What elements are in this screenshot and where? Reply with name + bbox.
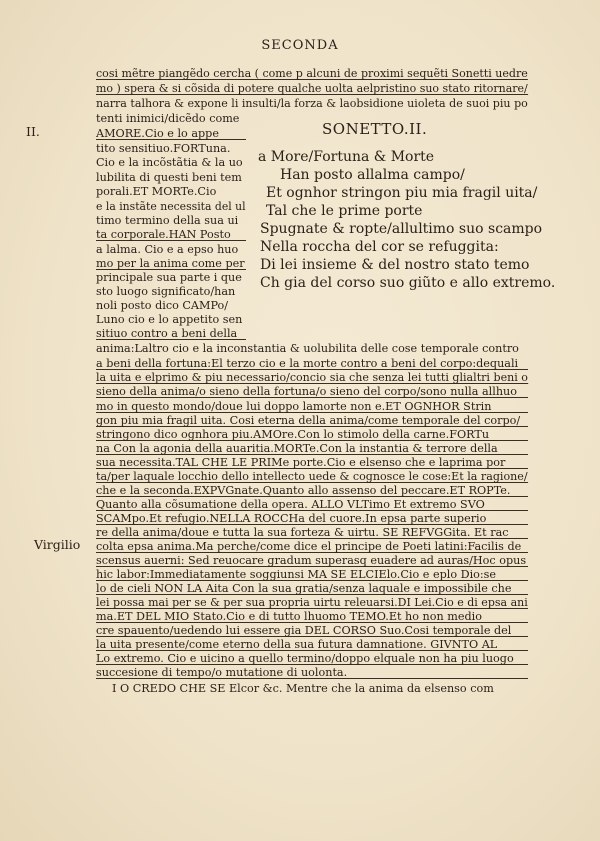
sonnet-title: SONETTO.II.: [322, 120, 428, 138]
commentary-line: ma.ET DEL MIO Stato.Cio e di tutto lhuomo TEMO.Et ho non medio: [96, 611, 528, 623]
commentary-line: na Con la agonia della auaritia.MORTe.Con la instantia & terrore della: [96, 443, 528, 455]
sonnet-line: Ch gia del corso suo giũto e allo extremo.: [260, 275, 556, 291]
commentary-line: lei possa mai per se & per sua propria uirtu releuarsi.DI Lei.Cio e di epsa ani: [96, 596, 528, 609]
intro-line: narra talhora & expone li insulti/la forza & laobsidione uioleta de suoi piu po: [96, 97, 528, 110]
sonnet-line: Spugnate & ropte/allultimo suo scampo: [260, 221, 543, 237]
commentary-left-line: sto luogo significato/han: [96, 285, 236, 298]
sonnet-line: a More/Fortuna & Morte: [258, 149, 435, 165]
commentary-line: scensus auerni: Sed reuocare gradum superasq euadere ad auras/Hoc opus: [96, 554, 527, 567]
commentary-left-line: a lalma. Cio e a epso huo: [96, 243, 239, 256]
sonnet-line: Et ognhor stringon piu mia fragil uita/: [266, 185, 538, 201]
sonnet-line: Han posto allalma campo/: [280, 167, 465, 183]
commentary-line: stringono dico ognhora piu.AMOre.Con lo stimolo della carne.FORTu: [96, 429, 528, 441]
commentary-left-line: e la instãte necessita del ul: [96, 200, 246, 213]
commentary-line: Lo extremo. Cio e uicino a quello termino/doppo elquale non ha piu luogo: [96, 653, 528, 665]
commentary-line: succesione di tempo/o mutatione di uolonta.: [96, 667, 528, 679]
commentary-line: anima:Laltro cio e la inconstantia & uolubilita delle cose temporale contro: [96, 342, 519, 355]
intro-line: mo ) spera & si cõsida di potere qualche uolta aelpristino suo stato ritornare/: [96, 82, 528, 95]
page-header: SECONDA: [261, 38, 339, 53]
commentary-left-line: porali.ET MORTe.Cio: [96, 185, 217, 198]
commentary-left-line: noli posto dico CAMPo/: [96, 299, 229, 312]
sonnet-line: Nella roccha del cor se refuggita:: [260, 239, 499, 255]
commentary-line: SCAMpo.Et refugio.NELLA ROCCHa del cuore.In epsa parte superio: [96, 513, 528, 525]
sonnet-line: Tal che le prime porte: [266, 203, 423, 219]
intro-line: tenti inimici/dicẽdo come: [96, 112, 240, 125]
commentary-left-line: ta corporale.HAN Posto: [96, 229, 246, 241]
commentary-line: re della anima/doue e tutta la sua forteza & uirtu. SE REFVGGita. Et rac: [96, 527, 528, 539]
sonnet-line: Di lei insieme & del nostro stato temo: [260, 257, 530, 273]
commentary-line: cre spauento/uedendo lui essere gia DEL CORSO Suo.Cosi temporale del: [96, 625, 528, 637]
commentary-left-line: mo per la anima come per: [96, 257, 245, 270]
commentary-line: la uita presente/come eterno della sua futura damnatione. GIVNTO AL: [96, 639, 528, 651]
footer-line: I O CREDO CHE SE Elcor &c. Mentre che la anima da elsenso com: [112, 682, 494, 695]
commentary-line: che e la seconda.EXPVGnate.Quanto allo assenso del peccare.ET ROPTe.: [96, 485, 528, 497]
commentary-line: hic labor:Immediatamente soggiunsi MA SE ELCIElo.Cio e eplo Dio:se: [96, 569, 528, 581]
commentary-left-line: lubilita di questi beni tem: [96, 171, 242, 184]
commentary-left-line: Cio e la incõstãtia & la uo: [96, 156, 243, 169]
virgil-margin-note: Virgilio: [34, 537, 81, 552]
commentary-left-line: Luno cio e lo appetito sen: [96, 313, 243, 326]
sonnet-number-margin-note: II.: [26, 124, 40, 139]
commentary-left-line: tito sensitiuo.FORTuna.: [96, 142, 231, 155]
commentary-line: gon piu mia fragil uita. Cosi eterna della anima/come temporale del corpo/: [96, 415, 528, 427]
commentary-line: lo de cieli NON LA Aita Con la sua gratia/senza laquale e impossibile che: [96, 583, 528, 595]
commentary-line: la uita e elprimo & piu necessario/concio sia che senza lei tutti glialtri beni o: [96, 371, 528, 384]
intro-line: cosi mẽtre piangẽdo cercha ( come p alcuni de proximi sequẽti Sonetti uedre: [96, 67, 528, 80]
commentary-left-line: principale sua parte i que: [96, 271, 242, 284]
commentary-left-line: sitiuo contro a beni della: [96, 328, 246, 340]
commentary-line: sieno della anima/o sieno della fortuna/o sieno del corpo/sono nulla allhuo: [96, 386, 528, 398]
commentary-line: Quanto alla cõsumatione della opera. ALLO VLTimo Et extremo SVO: [96, 499, 528, 511]
commentary-line: sua necessita.TAL CHE LE PRIMe porte.Cio e elsenso che e laprima por: [96, 457, 528, 469]
commentary-left-line: timo termino della sua ui: [96, 214, 239, 227]
commentary-line: colta epsa anima.Ma perche/come dice el principe de Poeti latini:Facilis de: [96, 541, 528, 553]
commentary-line: a beni della fortuna:El terzo cio e la morte contro a beni del corpo:dequali: [96, 358, 528, 370]
commentary-left-line: AMORE.Cio e lo appe: [96, 128, 246, 140]
commentary-line: mo in questo mondo/doue lui doppo lamorte non e.ET OGNHOR Strin: [96, 401, 528, 413]
commentary-line: ta/per laquale locchio dello intellecto uede & cognosce le cose:Et la ragione/: [96, 470, 528, 483]
